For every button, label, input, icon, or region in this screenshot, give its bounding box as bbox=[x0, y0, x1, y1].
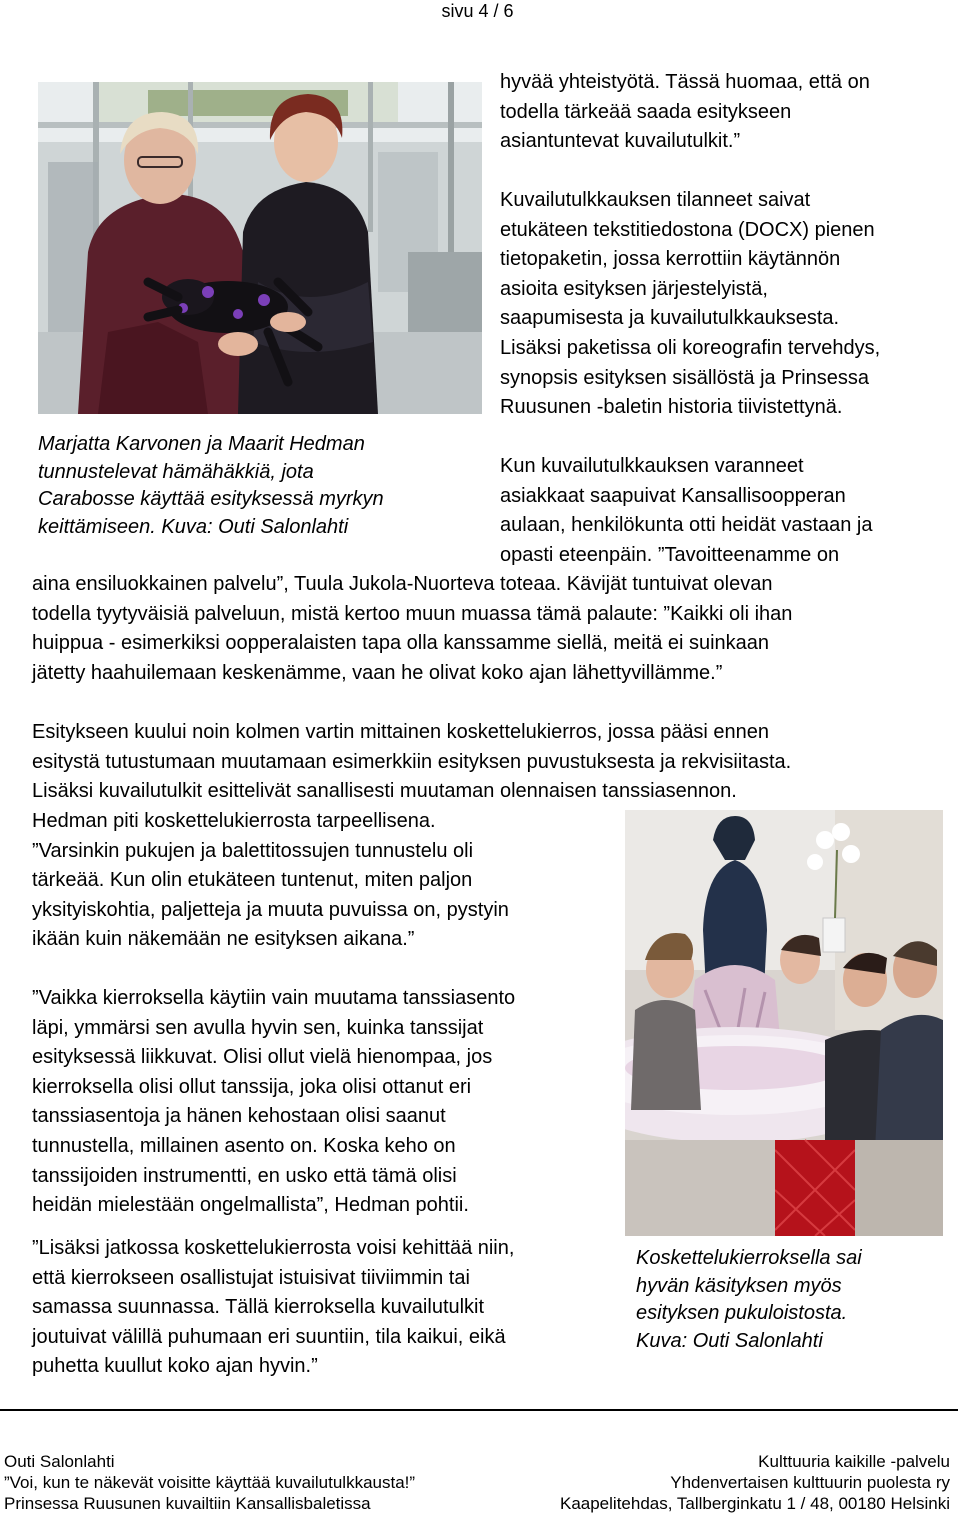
text-line: asiantuntevat kuvailutulkit.” bbox=[500, 130, 741, 153]
text-line: asioita esityksen järjestelyistä, bbox=[500, 277, 768, 300]
caption-line: Koskettelukierroksella sai bbox=[636, 1247, 862, 1269]
text-line: ikään kuin näkemään ne esityksen aikana.” bbox=[32, 928, 415, 951]
paragraph bbox=[32, 718, 791, 807]
paragraph bbox=[500, 68, 870, 157]
photo-costume-caption bbox=[636, 1245, 862, 1355]
caption-line: tunnustelevat hämähäkkiä, jota bbox=[38, 460, 314, 483]
text-line: kierroksella olisi ollut tanssija, joka olisi ottanut eri bbox=[32, 1075, 472, 1098]
text-line: saapumisesta ja kuvailutulkkauksesta. bbox=[500, 307, 840, 330]
text-line: hyvää yhteistyötä. Tässä huomaa, että on bbox=[500, 71, 870, 93]
caption-line: hyvän käsityksen myös bbox=[636, 1274, 842, 1297]
text-line: heidän mielestään ongelmallista”, Hedman pohtii. bbox=[32, 1194, 469, 1217]
footer-author: Outi Salonlahti bbox=[4, 1452, 115, 1471]
text-line: puhetta kuullut koko ajan hyvin.” bbox=[32, 1355, 318, 1378]
text-line: esitystä tutustumaan muutamaan esimerkkiin esityksen puvustuksesta ja rekvisiitasta. bbox=[32, 750, 792, 773]
text-line: ”Varsinkin pukujen ja balettitossujen tunnustelu oli bbox=[32, 839, 474, 862]
text-line: ”Vaikka kierroksella käytiin vain muutama tanssiasento bbox=[32, 987, 516, 1009]
text-line: tunnustella, millainen asento on. Koska keho on bbox=[32, 1134, 456, 1157]
text-line: huippua - esimerkiksi oopperalaisten tapa olla kanssamme siellä, meitä ei suinkaan bbox=[32, 632, 770, 655]
text-line: samassa suunnassa. Tällä kierroksella kuvailutulkit bbox=[32, 1296, 485, 1319]
photo-spider bbox=[38, 82, 482, 414]
caption-line: Marjatta Karvonen ja Maarit Hedman bbox=[38, 433, 365, 455]
paragraph bbox=[500, 186, 880, 423]
caption-line: Kuva: Outi Salonlahti bbox=[636, 1329, 823, 1352]
page-number: sivu 4 / 6 bbox=[441, 1, 514, 21]
text-line: esityksessä liikkuvat. Olisi ollut vielä hienompaa, jos bbox=[32, 1046, 493, 1069]
text-line: Esitykseen kuului noin kolmen vartin mittainen koskettelukierros, jossa pääsi ennen bbox=[32, 721, 770, 743]
caption-line: Carabosse käyttää esityksessä myrkyn bbox=[38, 488, 384, 510]
footer-article-subtitle: Prinsessa Ruusunen kuvailtiin Kansallisbaletissa bbox=[4, 1494, 371, 1513]
photo-costume bbox=[625, 810, 943, 1236]
text-line: tanssijoiden instrumentti, en usko että tämä olisi bbox=[32, 1164, 457, 1187]
text-line: yksityiskohtia, paljetteja ja muuta puvuissa on, pystyin bbox=[32, 898, 509, 921]
text-line: todella tyytyväisiä palveluun, mistä kertoo muun muassa tämä palaute: ”Kaikki oli ihan bbox=[32, 602, 793, 625]
text-line: Kuvailutulkkauksen tilanneet saivat bbox=[500, 189, 811, 211]
paragraph bbox=[32, 570, 792, 688]
text-line: aina ensiluokkainen palvelu”, Tuula Jukola-Nuorteva toteaa. Kävijät tuntuivat olevan bbox=[32, 573, 773, 595]
footer-org-name: Kulttuuria kaikille -palvelu bbox=[758, 1452, 950, 1471]
paragraph bbox=[32, 1234, 514, 1382]
text-line: Kun kuvailutulkkauksen varanneet bbox=[500, 455, 804, 477]
footer-right bbox=[560, 1451, 950, 1514]
text-line: aulaan, henkilökunta otti heidät vastaan ja bbox=[500, 514, 873, 537]
text-line: tärkeää. Kun olin etukäteen tuntenut, miten paljon bbox=[32, 869, 473, 892]
text-line: ”Lisäksi jatkossa koskettelukierrosta voisi kehittää niin, bbox=[32, 1237, 515, 1259]
footer-divider bbox=[0, 1409, 958, 1411]
paragraph bbox=[32, 984, 515, 1221]
caption-line: keittämiseen. Kuva: Outi Salonlahti bbox=[38, 515, 349, 538]
text-line: asiakkaat saapuivat Kansallisoopperan bbox=[500, 484, 846, 507]
text-line: etukäteen tekstitiedostona (DOCX) pienen bbox=[500, 218, 875, 241]
footer-article-title: ”Voi, kun te näkevät voisitte käyttää kuvailutulkkausta!” bbox=[4, 1473, 416, 1492]
text-line: Ruusunen -baletin historia tiivistettynä. bbox=[500, 396, 843, 419]
text-line: todella tärkeää saada esitykseen bbox=[500, 100, 792, 123]
paragraph bbox=[32, 807, 509, 955]
text-line: joutuivat välillä puhumaan eri suuntiin, tila kaikui, eikä bbox=[32, 1325, 506, 1348]
caption-line: esityksen pukuloistosta. bbox=[636, 1302, 848, 1324]
text-line: Lisäksi kuvailutulkit esittelivät sanallisesti muutaman olennaisen tanssiasennon. bbox=[32, 780, 737, 803]
text-line: läpi, ymmärsi sen avulla hyvin sen, kuinka tanssijat bbox=[32, 1016, 484, 1039]
text-line: tanssiasentoja ja hänen kehostaan olisi saanut bbox=[32, 1105, 446, 1128]
paragraph bbox=[500, 452, 873, 570]
text-line: synopsis esityksen sisällöstä ja Prinsessa bbox=[500, 366, 870, 389]
text-line: tietopaketin, jossa kerrottiin käytännön bbox=[500, 248, 841, 271]
footer-org-slogan: Yhdenvertaisen kulttuurin puolesta ry bbox=[670, 1473, 950, 1492]
text-line: opasti eteenpäin. ”Tavoitteenamme on bbox=[500, 543, 840, 566]
text-line: Lisäksi paketissa oli koreografin tervehdys, bbox=[500, 336, 881, 359]
text-line: Hedman piti koskettelukierrosta tarpeellisena. bbox=[32, 810, 436, 832]
footer-address: Kaapelitehdas, Tallberginkatu 1 / 48, 00180 Helsinki bbox=[559, 1494, 950, 1513]
text-line: jätetty haahuilemaan keskenämme, vaan he olivat koko ajan lähettyvillämme.” bbox=[32, 661, 723, 684]
photo-spider-caption bbox=[38, 431, 384, 541]
text-line: että kierrokseen osallistujat istuisivat tiiviimmin tai bbox=[32, 1266, 470, 1289]
footer-left bbox=[4, 1451, 415, 1514]
